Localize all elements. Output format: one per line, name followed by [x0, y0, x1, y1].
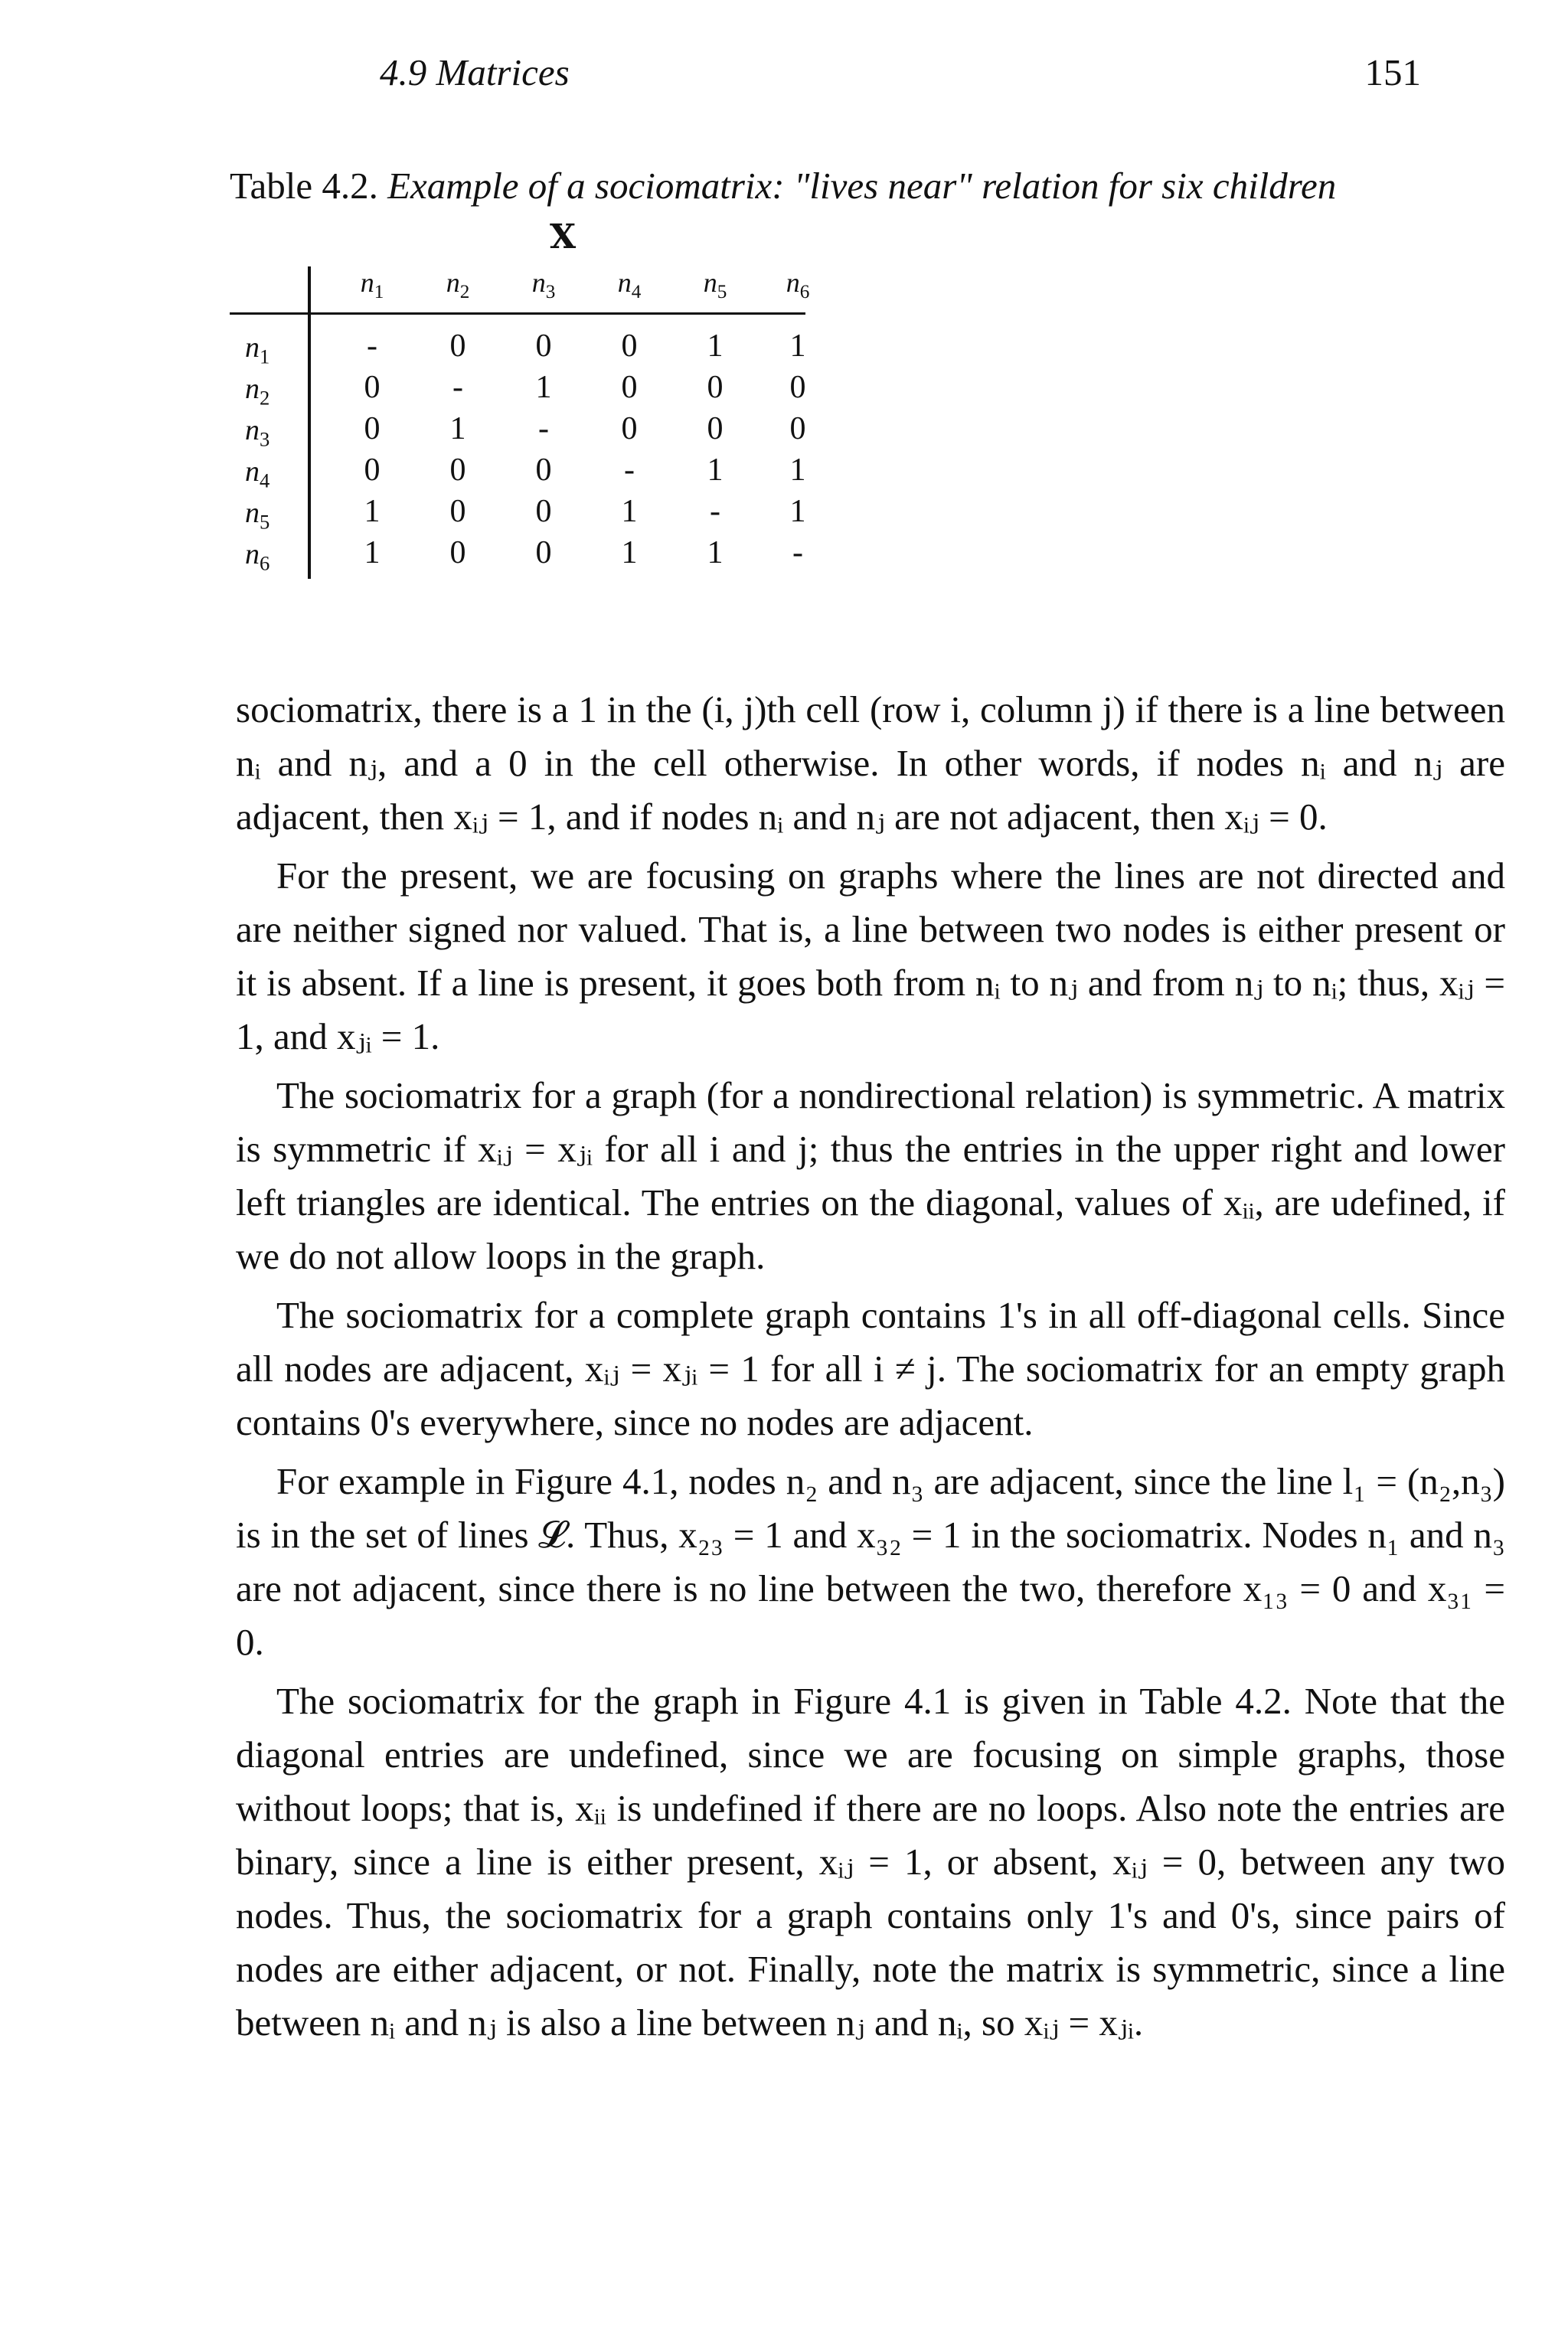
- matrix-cell: 0: [707, 370, 724, 405]
- matrix-cell: 0: [364, 370, 381, 405]
- column-header: $n_2$: [446, 267, 470, 303]
- column-header: $n_4$: [617, 267, 642, 303]
- matrix-cell: 1: [707, 328, 724, 364]
- table-caption-title: Example of a sociomatrix: "lives near" relation for six children: [387, 165, 1337, 207]
- column-header: $n_1$: [360, 267, 384, 303]
- matrix-cell: 1: [707, 452, 724, 488]
- row-header: $n_6$: [245, 538, 270, 575]
- table-caption: [230, 164, 1531, 207]
- row-header: $n_1$: [245, 332, 270, 368]
- matrix-cell: 1: [535, 370, 552, 405]
- matrix-cell: 0: [789, 411, 806, 446]
- paragraph: The sociomatrix for a complete graph contains 1's in all off-diagonal cells. Since all nodes are adjacent, xᵢⱼ = xⱼᵢ = 1 for all i ≠ j. The sociomatrix for an empty graph contains 0's everywhere, since no nodes are adjacent.: [236, 1294, 1505, 1443]
- table-row-label-rule: [308, 266, 311, 579]
- matrix-cell: 0: [707, 411, 724, 446]
- table-header-rule: [230, 312, 805, 315]
- column-header: $n_3$: [531, 267, 556, 303]
- matrix-cell: 0: [535, 494, 552, 529]
- matrix-cell: 0: [364, 411, 381, 446]
- page-number: 151: [1364, 51, 1421, 93]
- matrix-cell: -: [367, 328, 377, 364]
- paragraph: The sociomatrix for the graph in Figure 4.1 is given in Table 4.2. Note that the diagonal entries are undefined, since we are focusing on simple graphs, those without loops; that is, xᵢᵢ is undefined if there are no loops. Also note the entries are binary, since a line is either present, xᵢⱼ = 1, or absent, xᵢⱼ = 0, between any two nodes. Thus, the sociomatrix for a graph contains only 1's and 0's, since pairs of nodes are either adjacent, or not. Finally, note the matrix is symmetric, since a line between nᵢ and nⱼ is also a line between nⱼ and nᵢ, so xᵢⱼ = xⱼᵢ.: [236, 1680, 1505, 2044]
- matrix-cell: 1: [621, 535, 638, 570]
- matrix-cell: 0: [535, 328, 552, 364]
- running-head: 4.9 Matrices: [380, 51, 570, 93]
- paragraph: sociomatrix, there is a 1 in the (i, j)th cell (row i, column j) if there is a line between nᵢ and nⱼ, and a 0 in the cell otherwise. In other words, if nodes nᵢ and nⱼ are adjacent, then xᵢⱼ = 1, and if nodes nᵢ and nⱼ are not adjacent, then xᵢⱼ = 0.: [236, 688, 1505, 838]
- matrix-cell: 0: [449, 328, 466, 364]
- matrix-cell: 1: [364, 494, 381, 529]
- body-text: [236, 683, 1505, 2055]
- matrix-cell: 0: [449, 494, 466, 529]
- paragraph: For example in Figure 4.1, nodes n₂ and n₃ are adjacent, since the line l₁ = (n₂,n₃) is in the set of lines 𝓛. Thus, x₂₃ = 1 and x₃₂ = 1 in the sociomatrix. Nodes n₁ and n₃ are not adjacent, since there is no line between the two, therefore x₁₃ = 0 and x₃₁ = 0.: [236, 1460, 1505, 1663]
- matrix-cell: -: [538, 411, 549, 446]
- matrix-cell: -: [624, 452, 635, 488]
- matrix-cell: -: [452, 370, 463, 405]
- matrix-cell: 0: [535, 452, 552, 488]
- matrix-cell: 0: [621, 411, 638, 446]
- column-header: $n_6$: [786, 267, 810, 303]
- matrix-cell: 1: [789, 494, 806, 529]
- matrix-cell: 0: [449, 535, 466, 570]
- matrix-cell: -: [792, 535, 803, 570]
- matrix-label: X: [550, 217, 577, 256]
- matrix-cell: 0: [449, 452, 466, 488]
- matrix-cell: 1: [449, 411, 466, 446]
- matrix-cell: 1: [621, 494, 638, 529]
- matrix-cell: 1: [707, 535, 724, 570]
- paragraph: The sociomatrix for a graph (for a nondirectional relation) is symmetric. A matrix is symmetric if xᵢⱼ = xⱼᵢ for all i and j; thus the entries in the upper right and lower left triangles are identical. The entries on the diagonal, values of xᵢᵢ, are udefined, if we do not allow loops in the graph.: [236, 1074, 1505, 1277]
- matrix-cell: 0: [535, 535, 552, 570]
- table-caption-prefix: Table 4.2.: [230, 165, 378, 207]
- row-header: $n_3$: [245, 414, 270, 451]
- sociomatrix-table: [230, 260, 812, 582]
- row-header: $n_5$: [245, 497, 270, 534]
- row-header: $n_4$: [245, 456, 270, 492]
- matrix-cell: 0: [364, 452, 381, 488]
- paragraph: For the present, we are focusing on graphs where the lines are not directed and are neither signed nor valued. That is, a line between two nodes is either present or it is absent. If a line is present, it goes both from nᵢ to nⱼ and from nⱼ to nᵢ; thus, xᵢⱼ = 1, and xⱼᵢ = 1.: [236, 854, 1505, 1057]
- matrix-cell: -: [710, 494, 720, 529]
- matrix-cell: 0: [789, 370, 806, 405]
- matrix-cell: 0: [621, 328, 638, 364]
- row-header: $n_2$: [245, 373, 270, 410]
- page-header: [230, 51, 1491, 104]
- matrix-cell: 1: [364, 535, 381, 570]
- matrix-cell: 1: [789, 328, 806, 364]
- matrix-cell: 0: [621, 370, 638, 405]
- matrix-cell: 1: [789, 452, 806, 488]
- column-header: $n_5$: [703, 267, 727, 303]
